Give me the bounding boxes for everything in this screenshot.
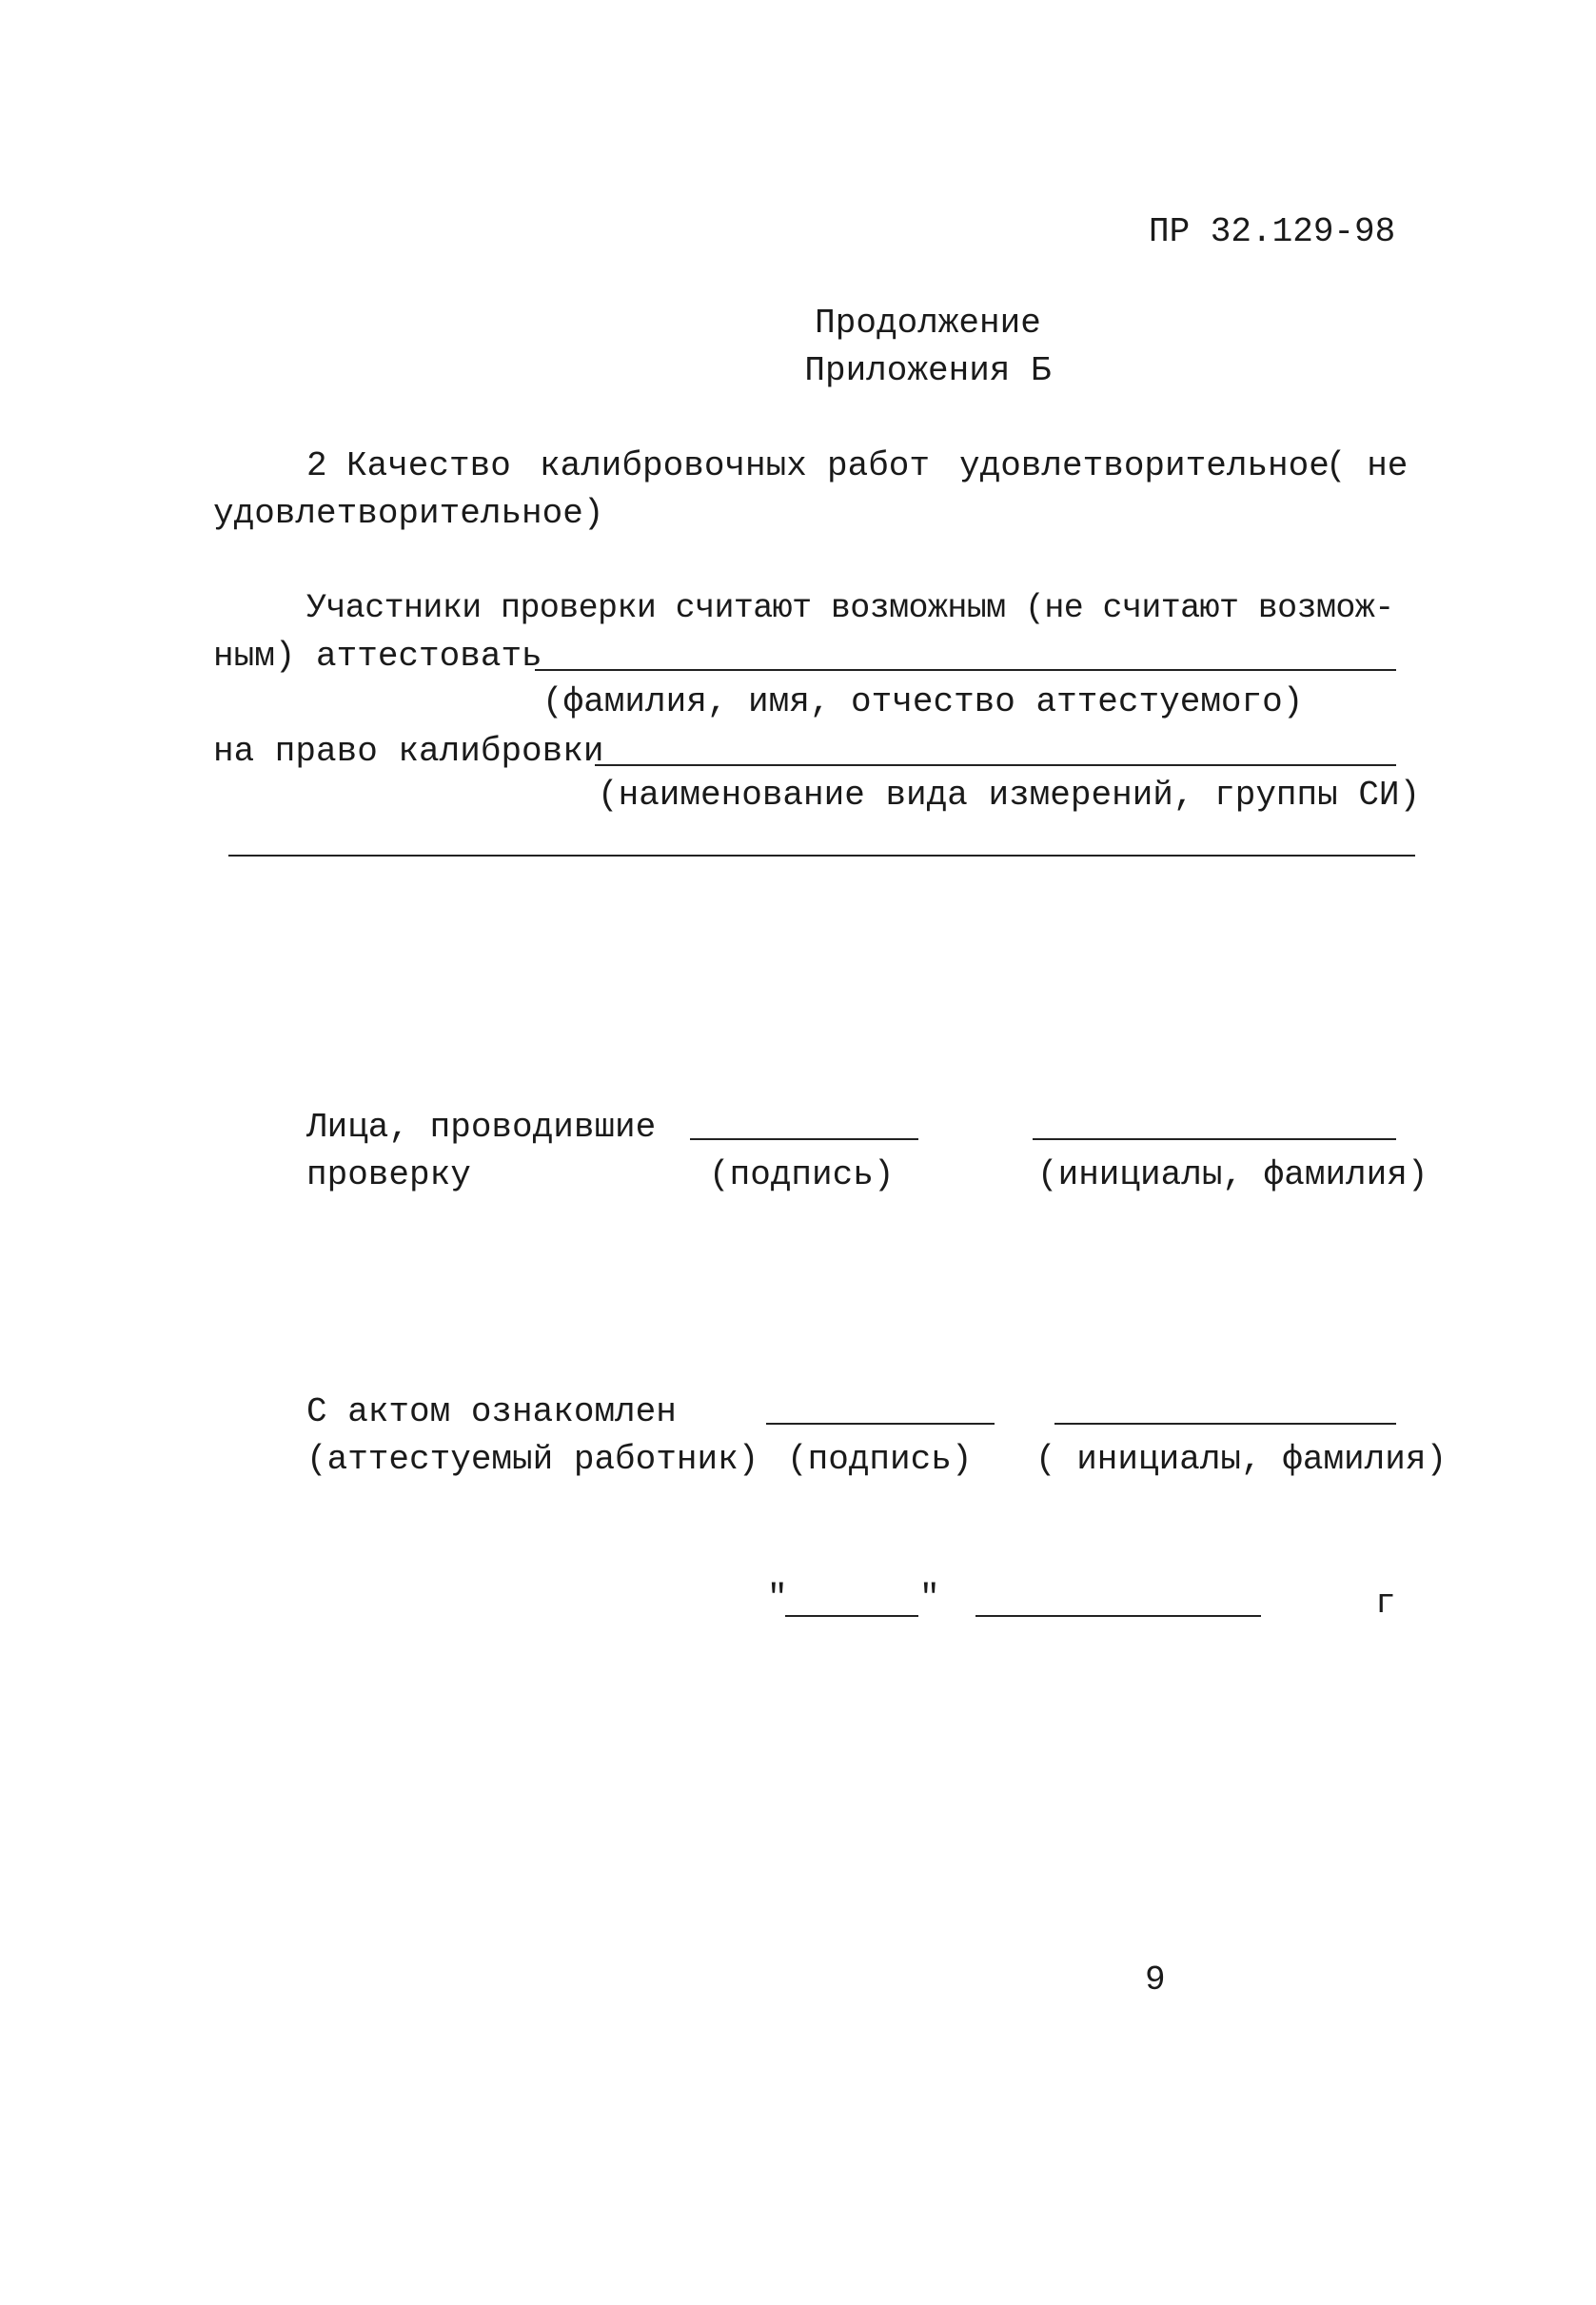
section2-word-quality: Качество (346, 446, 511, 485)
section2-word-calibration: калибровочных (540, 446, 807, 485)
section2-num: 2 (306, 446, 327, 485)
calibration-right-field-line (595, 764, 1396, 766)
inspectors-signature-line (690, 1138, 918, 1140)
document-code: ПР 32.129-98 (1149, 212, 1396, 251)
attest-name-field-line (535, 669, 1396, 671)
section2-line2: удовлетворительное) (213, 494, 604, 533)
inspectors-name-caption: (инициалы, фамилия) (1037, 1155, 1429, 1194)
calibration-type-caption: (наименование вида измерений, группы СИ) (598, 776, 1421, 815)
inspectors-label-2: проверку (306, 1155, 471, 1194)
date-month-line (975, 1615, 1261, 1617)
calibration-continuation-line (228, 855, 1415, 857)
participants-line3: на право калибровки (213, 732, 604, 771)
participants-line1: Участники проверки считают возможным (не считают возмож- (306, 589, 1394, 627)
acquainted-name-caption: ( инициалы, фамилия) (1035, 1440, 1448, 1479)
continuation-heading: Продолжение (815, 304, 1041, 343)
inspectors-name-line (1033, 1138, 1396, 1140)
date-day-line (785, 1615, 918, 1617)
section2-word-not: ( не (1326, 446, 1409, 485)
section2-word-work: работ (827, 446, 931, 485)
date-open-quote: " (767, 1579, 788, 1618)
acquainted-signature-line (766, 1423, 995, 1425)
acquainted-label-2: (аттестуемый работник) (306, 1440, 759, 1479)
acquainted-signature-caption: (подпись) (787, 1440, 973, 1479)
acquainted-name-line (1054, 1423, 1396, 1425)
participants-line2: ным) аттестовать (213, 637, 542, 676)
section2-word-satisfactory: удовлетворительное (959, 446, 1330, 485)
page-number: 9 (1145, 1960, 1166, 2000)
date-close-quote: " (919, 1579, 940, 1618)
inspectors-label-1: Лица, проводившие (306, 1108, 657, 1147)
date-year-suffix: г (1375, 1584, 1396, 1623)
attest-name-caption: (фамилия, имя, отчество аттестуемого) (542, 682, 1304, 721)
acquainted-label-1: С актом ознакомлен (306, 1392, 677, 1431)
appendix-heading: Приложения Б (804, 351, 1052, 390)
inspectors-signature-caption: (подпись) (709, 1155, 895, 1194)
